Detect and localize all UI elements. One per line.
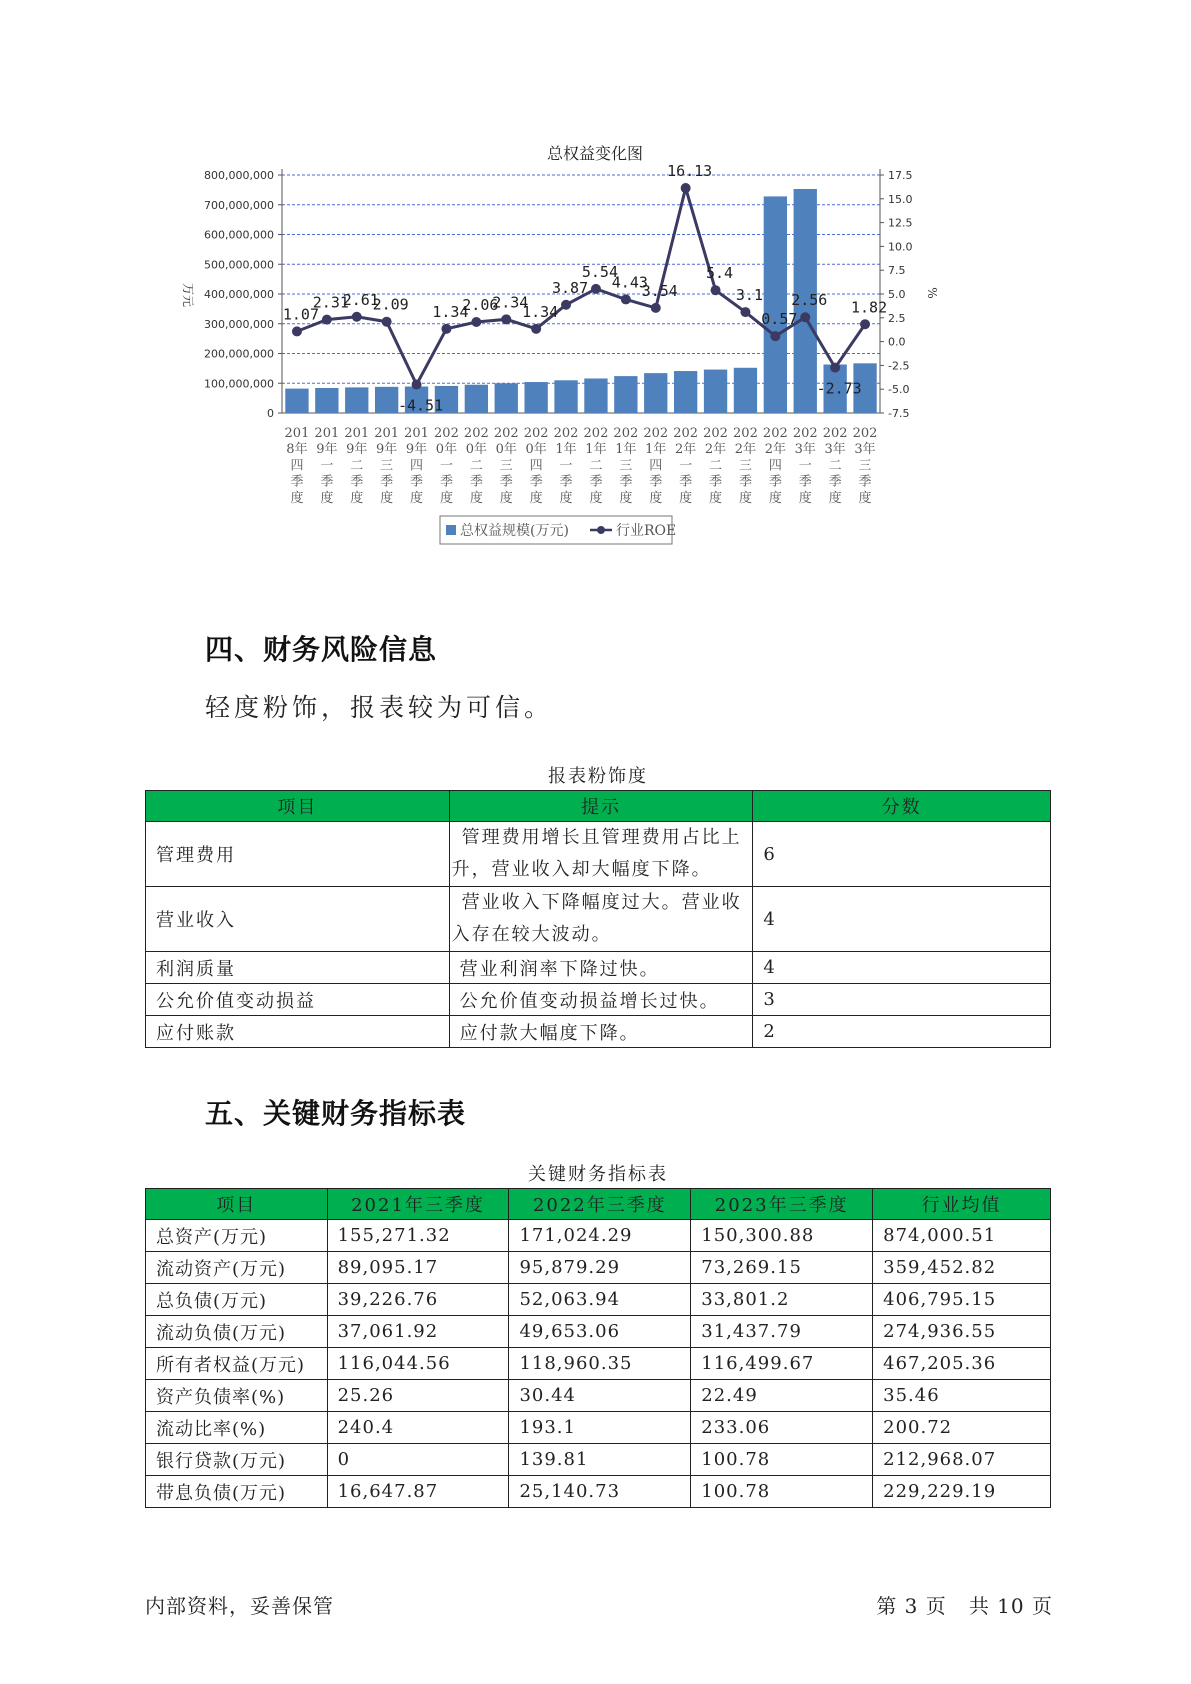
roe-data-label: 1.07 [282,305,320,324]
legend-line-label: 行业ROE [616,523,677,539]
roe-point [621,294,631,304]
roe-data-label: 2.31 [312,293,349,312]
key-value: 359,452.82 [873,1252,1051,1284]
risk-tip: 营业利润率下降过快。 [449,952,753,984]
risk-score: 4 [753,952,1051,984]
key-value: 22.49 [691,1380,873,1412]
bar [674,371,697,413]
risk-heading: 四、财务风险信息 [205,633,438,666]
key-heading: 五、关键财务指标表 [205,1097,467,1130]
roe-data-label: 2.56 [791,291,828,310]
x-tick-label: 201 8年四季度 [284,426,310,506]
roe-point [531,324,541,334]
bar [734,368,757,413]
x-tick-label: 202 3年三季度 [852,426,878,506]
key-value: 406,795.15 [873,1284,1051,1316]
key-value: 150,300.88 [691,1220,873,1252]
table-row [146,1380,1051,1412]
y-right-tick-label: 12.5 [888,216,913,230]
key-header-2021: 2021年三季度 [327,1189,509,1220]
x-tick-label: 202 0年三季度 [493,426,519,506]
risk-tip: 应付款大幅度下降。 [449,1016,753,1048]
risk-score: 3 [753,984,1051,1016]
table-row [146,1284,1051,1316]
roe-point [441,324,451,334]
key-value: 874,000.51 [873,1220,1051,1252]
y-left-tick-label: 300,000,000 [204,317,274,331]
table-row [146,984,1051,1016]
risk-score: 2 [753,1016,1051,1048]
x-tick-label: 202 2年二季度 [703,426,728,506]
key-value: 212,968.07 [873,1444,1051,1476]
roe-data-label: 1.34 [522,302,559,321]
y-left-tick-label: 600,000,000 [204,228,274,242]
y-right-tick-label: 7.5 [888,264,906,278]
roe-data-label: 3.1 [735,286,763,305]
roe-data-label: 16.13 [667,162,713,181]
chart-title: 总权益变化图 [546,144,644,163]
key-value: 200.72 [873,1412,1051,1444]
roe-data-label: 2.09 [372,295,409,314]
roe-data-label: 3.54 [641,281,678,300]
y-right-tick-label: -7.5 [888,407,910,420]
x-tick-label: 202 3年二季度 [822,426,848,506]
key-table-body [146,1220,1051,1508]
y-right-tick-label: 15.0 [888,192,913,206]
key-value: 25,140.73 [509,1476,691,1508]
roe-point [352,312,362,322]
risk-table-header [146,791,1051,822]
key-value: 35.46 [873,1380,1051,1412]
key-value: 116,044.56 [327,1348,509,1380]
y-right-tick-label: -2.5 [888,359,910,373]
x-tick-label: 202 0年一季度 [434,426,459,506]
y-right-tick-label: 10.0 [888,240,913,254]
key-value: 139.81 [509,1444,691,1476]
y-left-tick-label: 0 [267,407,274,420]
key-value: 52,063.94 [509,1284,691,1316]
x-tick-label: 202 3年一季度 [792,426,818,506]
key-value: 233.06 [691,1412,873,1444]
key-header-industry: 行业均值 [873,1189,1051,1220]
roe-point [681,183,691,193]
key-item: 流动负债(万元) [146,1316,328,1348]
key-item: 所有者权益(万元) [146,1348,328,1380]
roe-point [800,312,810,322]
key-value: 118,960.35 [509,1348,691,1380]
roe-data-label: -4.51 [397,396,444,415]
x-tick-label: 202 1年三季度 [613,426,639,506]
key-value: 33,801.2 [691,1284,873,1316]
risk-table-caption: 报表粉饰度 [548,766,648,787]
risk-item: 公允价值变动损益 [146,984,450,1016]
x-tick-label: 201 9年四季度 [404,426,429,506]
risk-score: 4 [753,887,1051,952]
legend-bar-label: 总权益规模(万元) [460,523,569,539]
roe-data-label: 4.43 [611,273,648,292]
risk-header-tip: 提示 [449,791,753,822]
roe-data-label: 2.61 [342,290,379,309]
risk-header-score: 分数 [753,791,1051,822]
roe-point [740,307,750,317]
risk-item: 营业收入 [146,887,450,952]
roe-data-label: -2.73 [816,379,862,398]
legend-bar-swatch [446,525,456,535]
risk-item: 应付账款 [146,1016,450,1048]
roe-point [382,317,392,327]
risk-summary: 轻度粉饰，报表较为可信。 [205,693,554,722]
roe-point [830,363,840,373]
key-header-2022: 2022年三季度 [509,1189,691,1220]
y-left-tick-label: 500,000,000 [204,258,274,272]
y-right-tick-label: 0.0 [888,335,906,349]
x-tick-label: 201 9年三季度 [374,426,400,506]
key-value: 0 [327,1444,509,1476]
table-row [146,1252,1051,1284]
bar [704,370,727,413]
table-row [146,1220,1051,1252]
bar [465,385,488,413]
key-value: 39,226.76 [327,1284,509,1316]
roe-data-label: 1.34 [432,302,469,321]
risk-item: 利润质量 [146,952,450,984]
table-row [146,1412,1051,1444]
roe-data-label: 3.87 [551,278,589,297]
roe-data-label: 0.57 [761,310,798,329]
bar [524,382,547,413]
y-left-axis-title: 万元 [181,282,195,308]
key-value: 193.1 [509,1412,691,1444]
table-row [146,1476,1051,1508]
risk-tip-line2: 升，营业收入却大幅度下降。 [451,859,712,880]
bar [285,389,308,413]
x-tick-label: 202 0年二季度 [463,426,489,506]
roe-point [860,319,870,329]
table-row [146,952,1051,984]
key-value: 16,647.87 [327,1476,509,1508]
key-table-header [146,1189,1051,1220]
risk-header-item: 项目 [146,791,450,822]
key-item: 总资产(万元) [146,1220,328,1252]
table-row [146,822,1051,887]
risk-table [145,790,1051,1048]
roe-data-label: 5.4 [706,264,734,283]
key-value: 116,499.67 [691,1348,873,1380]
y-right-tick-label: -5.0 [888,383,910,397]
legend-line-marker [597,526,605,534]
bar [764,196,787,413]
y-right-tick-label: 2.5 [888,311,906,325]
risk-tip: 公允价值变动损益增长过快。 [449,984,753,1016]
table-row [146,1348,1051,1380]
chart-svg [170,135,1000,595]
x-tick-label: 202 0年四季度 [523,426,549,506]
key-item: 银行贷款(万元) [146,1444,328,1476]
key-metrics-table [145,1188,1051,1508]
key-header-item: 项目 [146,1189,328,1220]
roe-point [591,284,601,294]
y-left-tick-label: 400,000,000 [204,288,274,301]
bar [644,373,667,413]
table-row [146,887,1051,952]
x-tick-label: 202 2年一季度 [673,426,699,506]
footer-page-number: 第 3 页 共 10 页 [876,1594,1053,1618]
roe-point [561,300,571,310]
roe-data-label: 5.54 [581,262,619,281]
risk-score: 6 [753,822,1051,887]
x-tick-label: 201 9年二季度 [344,426,370,506]
key-value: 89,095.17 [327,1252,509,1284]
key-value: 155,271.32 [327,1220,509,1252]
roe-point [651,303,661,313]
x-tick-label: 202 1年二季度 [583,426,609,506]
roe-point [711,285,721,295]
roe-data-label: 2.34 [492,293,529,312]
key-value: 240.4 [327,1412,509,1444]
key-value: 49,653.06 [509,1316,691,1348]
key-item: 流动资产(万元) [146,1252,328,1284]
key-item: 总负债(万元) [146,1284,328,1316]
table-row [146,1016,1051,1048]
x-tick-label: 201 9年一季度 [314,426,340,506]
table-row [146,1316,1051,1348]
roe-point [770,331,780,341]
x-tick-label: 202 1年四季度 [643,426,669,506]
key-value: 73,269.15 [691,1252,873,1284]
y-right-tick-label: 5.0 [888,288,906,301]
bar [584,378,607,413]
risk-tip-line1: 管理费用增长且管理费用占比上 [461,827,742,848]
y-right-axis-title: % [925,287,939,299]
key-table-caption: 关键财务指标表 [528,1164,668,1185]
roe-data-label: 1.82 [850,298,888,317]
bar [315,388,338,413]
bar [614,376,637,413]
footer-left: 内部资料，妥善保管 [145,1594,334,1618]
bar [495,383,518,413]
key-value: 30.44 [509,1380,691,1412]
risk-tip [449,822,753,887]
y-right-tick-label: 17.5 [888,169,913,182]
key-value: 467,205.36 [873,1348,1051,1380]
bar [554,380,577,413]
y-left-tick-label: 700,000,000 [204,198,274,212]
key-value: 37,061.92 [327,1316,509,1348]
y-left-tick-label: 100,000,000 [204,377,274,391]
key-value: 31,437.79 [691,1316,873,1348]
risk-tip-line2: 入存在较大波动。 [451,924,612,945]
key-value: 171,024.29 [509,1220,691,1252]
key-value: 229,229.19 [873,1476,1051,1508]
roe-point [292,326,302,336]
roe-point [471,317,481,327]
key-value: 95,879.29 [509,1252,691,1284]
x-tick-label: 202 2年三季度 [733,426,758,506]
x-tick-label: 202 1年一季度 [553,426,579,506]
key-value: 100.78 [691,1444,873,1476]
key-item: 带息负债(万元) [146,1476,328,1508]
key-value: 100.78 [691,1476,873,1508]
y-left-tick-label: 800,000,000 [204,169,274,182]
y-left-tick-label: 200,000,000 [204,347,274,361]
x-tick-label: 202 2年四季度 [762,426,788,506]
bar [375,387,398,413]
key-item: 资产负债率(%) [146,1380,328,1412]
equity-chart [170,135,1000,595]
bar [345,387,368,413]
roe-point [501,314,511,324]
key-value: 25.26 [327,1380,509,1412]
table-row [146,1444,1051,1476]
key-item: 流动比率(%) [146,1412,328,1444]
roe-point [322,315,332,325]
key-header-2023: 2023年三季度 [691,1189,873,1220]
risk-tip-line1: 营业收入下降幅度过大。营业收 [461,892,742,913]
roe-point [412,380,422,390]
risk-tip [449,887,753,952]
key-value: 274,936.55 [873,1316,1051,1348]
risk-item: 管理费用 [146,822,450,887]
roe-data-label: 2.06 [462,295,499,314]
